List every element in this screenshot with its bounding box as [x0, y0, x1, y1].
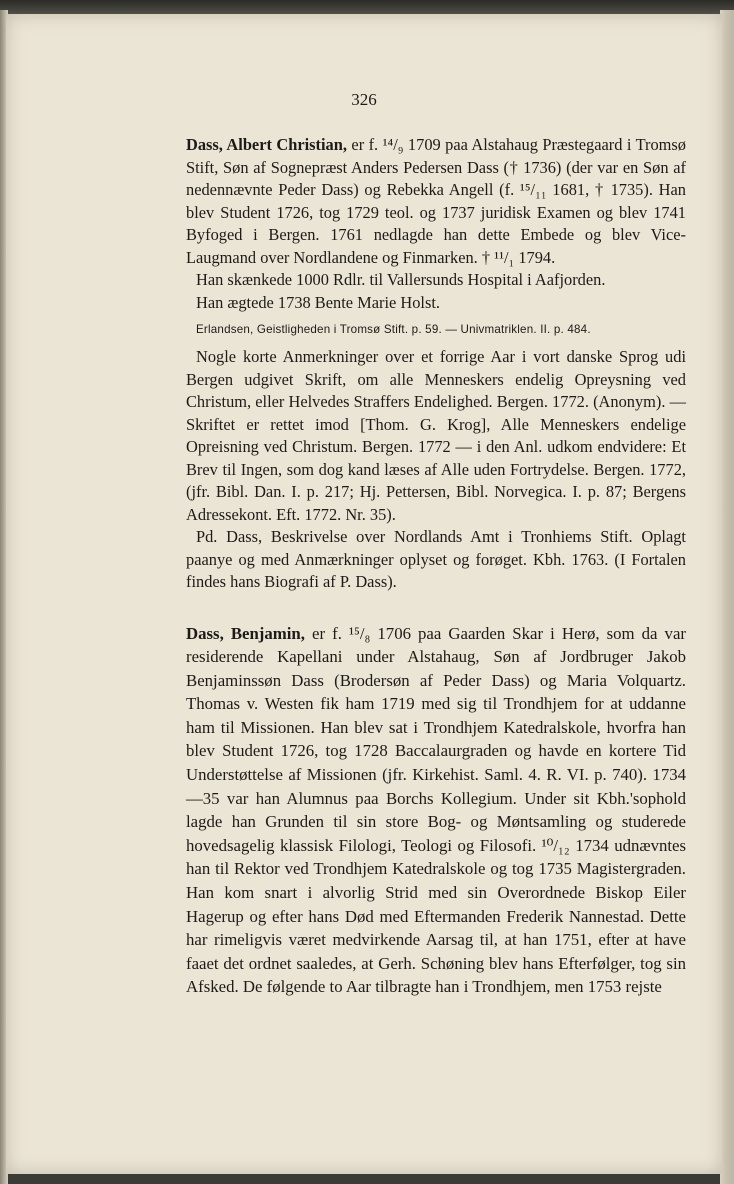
entry-works-1: Nogle korte Anmerkninger over et forrige Aar i vort danske Sprog udi Bergen udgivet Skrift, om alle Menneskers endelig Opreysning ved Christum, eller Helvedes Straffers Endelighed. Bergen. 1772. (Anonym). — Skriftet er rettet imod [Thom. G. Krog], Alle Menneskers endelige Opreisning ved Christum. Bergen. 1772 — i den Anl. udkom endvidere: Et Brev til Ingen, som dog kand læses af Alle uden Fortrydelse. Bergen. 1772, (jfr. Bibl. Dan. I. p. 217; Hj. Pettersen, Bibl. Norvegica. I. p. 87; Bergens Adressekont. Eft. 1772. Nr. 35). — [186, 347, 686, 524]
entry-body-text: er f. ¹⁵/₈ 1706 paa Gaarden Skar i Herø, som da var residerende Kapellani under Alstahaug, Søn af Jordbruger Jakob Benjaminssøn Dass (Brodersøn af Peder Dass) og Maria Volquartz. Thomas v. Westen fik ham 1719 med sig til Trondhjem for at uddanne ham til Missionen. Han blev sat i Trondhjem Katedralskole, hvorfra han blev Student 1726, tog 1728 Baccalaurgraden og havde en kortere Tid Understøttelse af Missionen (jfr. Kirkehist. Saml. 4. R. VI. p. 740). 1734—35 var han Alumnus paa Borchs Kollegium. Under sit Kbh.'sophold lagde han Grunden til sin store Bog- og Møntsamling og studerede hovedsagelig klassisk Filologi, Teologi og Filosofi. ¹⁰/₁₂ 1734 udnævntes han til Rektor ved Trondhjem Katedralskole og tog 1735 Magistergraden. Han kom snart i alvorlig Strid med sin Overordnede Biskop Eiler Hagerup og efter hans Død med Eftermanden Frederik Nannestad. Dette har rimeligvis været medvirkende Aarsag til, at han 1751, efter at have faaet det ordnet saaledes, at Gerh. Schøning blev hans Efterfølger, tog sin Afsked. De følgende to Aar tilbragte han i Trondhjem, men 1753 rejste — [186, 623, 686, 997]
underlying-page-edge — [720, 10, 734, 1184]
entry-donation-paragraph: Han skænkede 1000 Rdlr. til Vallersunds Hospital i Aafjorden. — [196, 270, 606, 289]
entry-heading: Dass, Albert Christian, — [186, 135, 347, 154]
entry-intro-paragraph — [186, 134, 686, 269]
entry-works-2: Pd. Dass, Beskrivelse over Nordlands Amt i Tronhiems Stift. Oplagt paanye og med Anmærkninger oplyset og forøget. Kbh. 1763. (I Fortalen findes hans Biografi af P. Dass). — [186, 527, 686, 591]
entry-albert-christian-dass — [186, 134, 686, 594]
book-page — [6, 14, 722, 1174]
entry-body-paragraph — [186, 622, 686, 1000]
page-number: 326 — [351, 90, 377, 109]
page-text — [186, 134, 686, 999]
entry-marriage-paragraph: Han ægtede 1738 Bente Marie Holst. — [196, 292, 440, 312]
entry-sources: Erlandsen, Geistligheden i Tromsø Stift. p. 59. — Univmatriklen. II. p. 484. — [196, 323, 591, 336]
entry-heading: Dass, Benjamin, — [186, 623, 305, 643]
entry-intro-text: er f. ¹⁴/₉ 1709 paa Alstahaug Præstegaard i Tromsø Stift, Søn af Sognepræst Anders Pedersen Dass († 1736) (der var en Søn af nedennævnte Peder Dass) og Rebekka Angell (f. ¹⁵/₁₁ 1681, † 1735). Han blev Student 1726, tog 1729 teol. og 1737 juridisk Examen og blev 1741 Byfoged i Bergen. 1761 nedlagde han dette Embede og blev Vice-Laugmand over Nordlandene og Finmarken. † ¹¹/₁ 1794. — [186, 135, 686, 267]
entry-benjamin-dass — [186, 622, 686, 1000]
